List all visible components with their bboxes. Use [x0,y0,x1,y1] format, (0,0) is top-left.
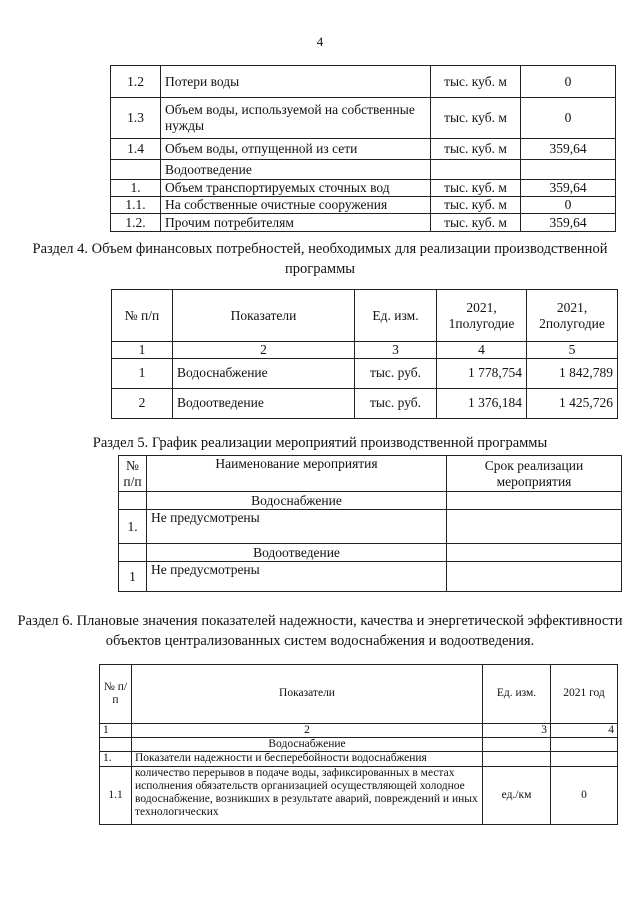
row-unit: тыс. куб. м [431,139,521,160]
row-period1: 1 778,754 [437,358,527,388]
table-row [111,160,616,180]
row-name: Объем воды, используемой на собственные нужды [161,98,431,139]
row-unit [431,160,521,180]
index-cell: 2 [132,724,483,738]
row-name: Объем транспортируемых сточных вод [161,180,431,197]
table-row [111,214,616,232]
header-num: № п/п [112,290,173,342]
row-name: Водоотведение [173,388,355,418]
production-indicators-table [110,65,616,232]
row-value: 0 [521,98,616,139]
row-name: Прочим потребителям [161,214,431,232]
table-row [100,766,618,824]
table-row [112,388,618,418]
header-term: Срок реализации мероприятия [447,456,622,492]
row-unit: тыс. куб. м [431,197,521,214]
table-header-row [112,290,618,342]
table-row [111,66,616,98]
table-row [119,510,622,544]
row-number: 1.3 [111,98,161,139]
table-index-row [100,724,618,738]
section4-title: Раздел 4. Объем финансовых потребностей, необходимых для реализации производственной программы [32,241,608,277]
group-row [119,492,622,510]
index-cell: 1 [100,724,132,738]
header-num: № п/п [100,665,132,724]
row-name: Водоотведение [161,160,431,180]
header-year: 2021 год [551,665,618,724]
index-cell: 4 [437,342,527,359]
row-number [111,160,161,180]
index-cell: 2 [173,342,355,359]
table-index-row [112,342,618,359]
section5-title: Раздел 5. График реализации мероприятий производственной программы [92,435,548,451]
header-unit: Ед. изм. [483,665,551,724]
header-name: Показатели [173,290,355,342]
row-number: 1.1 [100,766,132,824]
index-cell: 4 [551,724,618,738]
row-number: 2 [112,388,173,418]
row-unit: тыс. куб. м [431,180,521,197]
row-unit: тыс. куб. м [431,214,521,232]
row-number: 1.2 [111,66,161,98]
index-cell: 3 [355,342,437,359]
table-row [111,180,616,197]
row-value: 0 [521,197,616,214]
row-period1: 1 376,184 [437,388,527,418]
row-period2: 1 425,726 [527,388,618,418]
row-name: количество перерывов в подаче воды, зафиксированных в местах исполнения обязательств организацией осуществляющей холодное водоснабжение, возникших в результате аварий, повреждений и иных технологических [132,766,483,824]
group-label: Водоотведение [147,544,447,562]
row-number: 1.2. [111,214,161,232]
row-value: 0 [521,66,616,98]
row-name: На собственные очистные сооружения [161,197,431,214]
reliability-indicators-table [99,664,618,825]
row-text: Не предусмотрены [147,510,447,544]
row-text: Не предусмотрены [147,562,447,592]
row-value: 359,64 [521,214,616,232]
row-value [521,160,616,180]
row-unit: ед./км [483,766,551,824]
header-period2: 2021, 2полугодие [527,290,618,342]
row-number: 1. [100,752,132,766]
row-number: 1. [111,180,161,197]
table-row [112,358,618,388]
row-name: Потери воды [161,66,431,98]
page-number: 4 [316,34,324,49]
row-number: 1.4 [111,139,161,160]
table-header-row [100,665,618,724]
row-unit: тыс. куб. м [431,98,521,139]
row-unit: тыс. куб. м [431,66,521,98]
section6-title: Раздел 6. Плановые значения показателей надежности, качества и энергетической эффективности объектов централизованных систем водоснабжения и водоотведения. [17,613,623,649]
table-row [111,98,616,139]
row-number: 1 [112,358,173,388]
header-name: Наименование мероприятия [147,456,447,492]
row-value: 359,64 [521,180,616,197]
table-row [111,197,616,214]
group-label: Водоснабжение [147,492,447,510]
header-unit: Ед. изм. [355,290,437,342]
table-row [100,752,618,766]
index-cell: 3 [483,724,551,738]
row-number: 1.1. [111,197,161,214]
row-name: Водоснабжение [173,358,355,388]
row-name: Показатели надежности и бесперебойности водоснабжения [132,752,483,766]
row-number: 1. [119,510,147,544]
table-header-row [119,456,622,492]
table-row [119,562,622,592]
financial-needs-table [111,289,618,419]
table-row [111,139,616,160]
header-period1: 2021, 1полугодие [437,290,527,342]
group-row [119,544,622,562]
header-name: Показатели [132,665,483,724]
row-number: 1 [119,562,147,592]
row-name: Объем воды, отпущенной из сети [161,139,431,160]
group-label: Водоснабжение [132,738,483,752]
row-unit: тыс. руб. [355,388,437,418]
row-period2: 1 842,789 [527,358,618,388]
row-unit: тыс. руб. [355,358,437,388]
index-cell: 1 [112,342,173,359]
row-value: 0 [551,766,618,824]
group-row [100,738,618,752]
header-num: № п/п [119,456,147,492]
schedule-table [118,455,622,592]
index-cell: 5 [527,342,618,359]
row-value: 359,64 [521,139,616,160]
